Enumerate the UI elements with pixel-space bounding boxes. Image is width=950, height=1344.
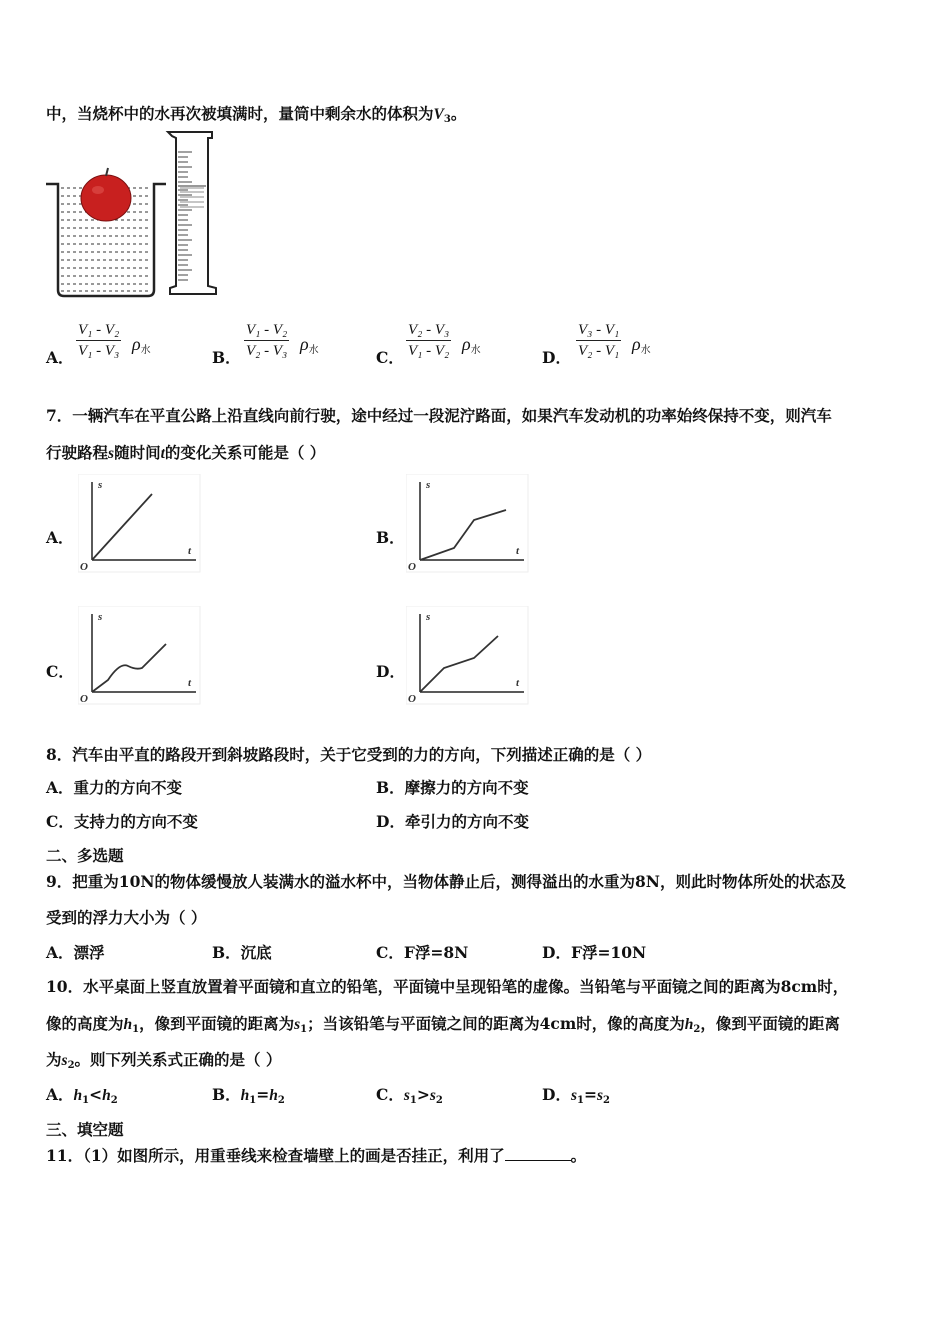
q7-stem-line2: 行驶路程s随时间t的变化关系可能是（ ） [46,443,326,462]
q6-option-c-letter[interactable]: C． [376,348,404,367]
q6-option-b-rho: $\rho_水$ [300,334,319,356]
q7-graph-b-origin: O [408,561,416,573]
q7-graph-b-curve [420,510,506,560]
q10-option-b[interactable]: B．$h_1=h_2$ [212,1085,285,1106]
q8-option-a[interactable]: A．重力的方向不变 [46,778,183,797]
q11-answer-blank[interactable] [505,1146,571,1161]
q7-option-d-letter[interactable]: D． [376,662,405,681]
q8-option-d[interactable]: D．牵引力的方向不变 [376,812,529,831]
q6-option-d-fraction: $\frac{\text{V₃ - V₁}}{\text{V₂ - V₁}}$ [578,322,620,359]
q7-graph-c-s-label: s [98,611,103,623]
intro-line: 中，当烧杯中的水再次被填满时，量筒中剩余水的体积为$V_3$。 [46,104,467,125]
beaker-cylinder-figure [44,130,224,300]
q7-option-a-letter[interactable]: A． [46,528,74,547]
q9-option-d[interactable]: D．F浮=10N [542,943,647,962]
q9-option-c[interactable]: C．F浮=8N [376,943,469,962]
q6-option-d-letter[interactable]: D． [542,348,571,367]
q9-stem-line1: 9．把重为10N的物体缓慢放人装满水的溢水杯中，当物体静止后，测得溢出的水重为8N，则此时物体所处的状态及 [46,872,846,891]
q7-graph-d-origin: O [408,693,416,705]
q8-option-c[interactable]: C．支持力的方向不变 [46,812,198,831]
q7-graph-c-curve [92,644,166,692]
q9-option-a[interactable]: A．漂浮 [46,943,105,962]
q10-option-c[interactable]: C．$s_1>s_2$ [376,1085,443,1106]
section-multiple-choice-title: 二、多选题 [46,846,124,865]
q8-option-b[interactable]: B．摩擦力的方向不变 [376,778,529,797]
q9-stem-line2: 受到的浮力大小为（ ） [46,908,207,927]
q10-stem-line2: 像的高度为$h_1$，像到平面镜的距离为$s_1$；当该铅笔与平面镜之间的距离为4cm时，像的高度为$h_2$，像到平面镜的距离 [46,1014,840,1035]
q9-option-b[interactable]: B．沉底 [212,943,272,962]
section-fill-in-title: 三、填空题 [46,1120,124,1139]
q7-graph-a [78,474,202,574]
q6-option-a-letter[interactable]: A． [46,348,74,367]
q11-stem: 11．（1）如图所示，用重垂线来检查墙壁上的画是否挂正，利用了 。 [46,1146,587,1165]
q6-option-b-letter[interactable]: B． [212,348,241,367]
q10-option-a[interactable]: A．$h_1<h_2$ [46,1085,118,1106]
q7-graph-b-t-label: t [516,545,520,557]
q7-option-c-letter[interactable]: C． [46,662,74,681]
q7-graph-d-t-label: t [516,677,520,689]
q10-stem-line3: 为$s_2$。则下列关系式正确的是（ ） [46,1050,282,1071]
q7-graph-a-s-label: s [98,479,103,491]
q6-option-c-fraction: $\frac{\text{V₂ - V₃}}{\text{V₁ - V₂}}$ [408,322,450,359]
q6-option-c-rho: $\rho_水$ [462,334,481,356]
apple [81,168,131,221]
q7-graph-a-origin: O [80,561,88,573]
q7-graph-d [406,606,530,706]
q7-option-b-letter[interactable]: B． [376,528,405,547]
q7-graph-d-s-label: s [426,611,431,623]
q8-stem: 8．汽车由平直的路段开到斜坡路段时，关于它受到的力的方向，下列描述正确的是（ ） [46,745,652,764]
q6-option-b-fraction: $\frac{\text{V₁ - V₂}}{\text{V₂ - V₃}}$ [246,322,288,359]
q7-graph-a-curve [92,494,152,560]
q10-stem-line1: 10．水平桌面上竖直放置着平面镜和直立的铅笔，平面镜中呈现铅笔的虚像。当铅笔与平面镜之间的距离为8cm时， [46,977,849,996]
q7-graph-b-s-label: s [426,479,431,491]
q7-graph-c-t-label: t [188,677,192,689]
q10-option-d[interactable]: D．$s_1=s_2$ [542,1085,610,1106]
q6-option-a-fraction: $\frac{\text{V₁ - V₂}}{\text{V₁ - V₃}}$ [78,322,120,359]
q7-graph-a-t-label: t [188,545,192,557]
q7-graph-d-curve [420,636,498,692]
q7-graph-c [78,606,202,706]
measuring-cylinder [168,132,216,294]
q7-graph-c-origin: O [80,693,88,705]
q7-graph-b [406,474,530,574]
q6-option-d-rho: $\rho_水$ [632,334,651,356]
q7-stem-line1: 7．一辆汽车在平直公路上沿直线向前行驶，途中经过一段泥泞路面，如果汽车发动机的功率始终保持不变，则汽车 [46,406,832,425]
q6-option-a-rho: $\rho_水$ [132,334,151,356]
